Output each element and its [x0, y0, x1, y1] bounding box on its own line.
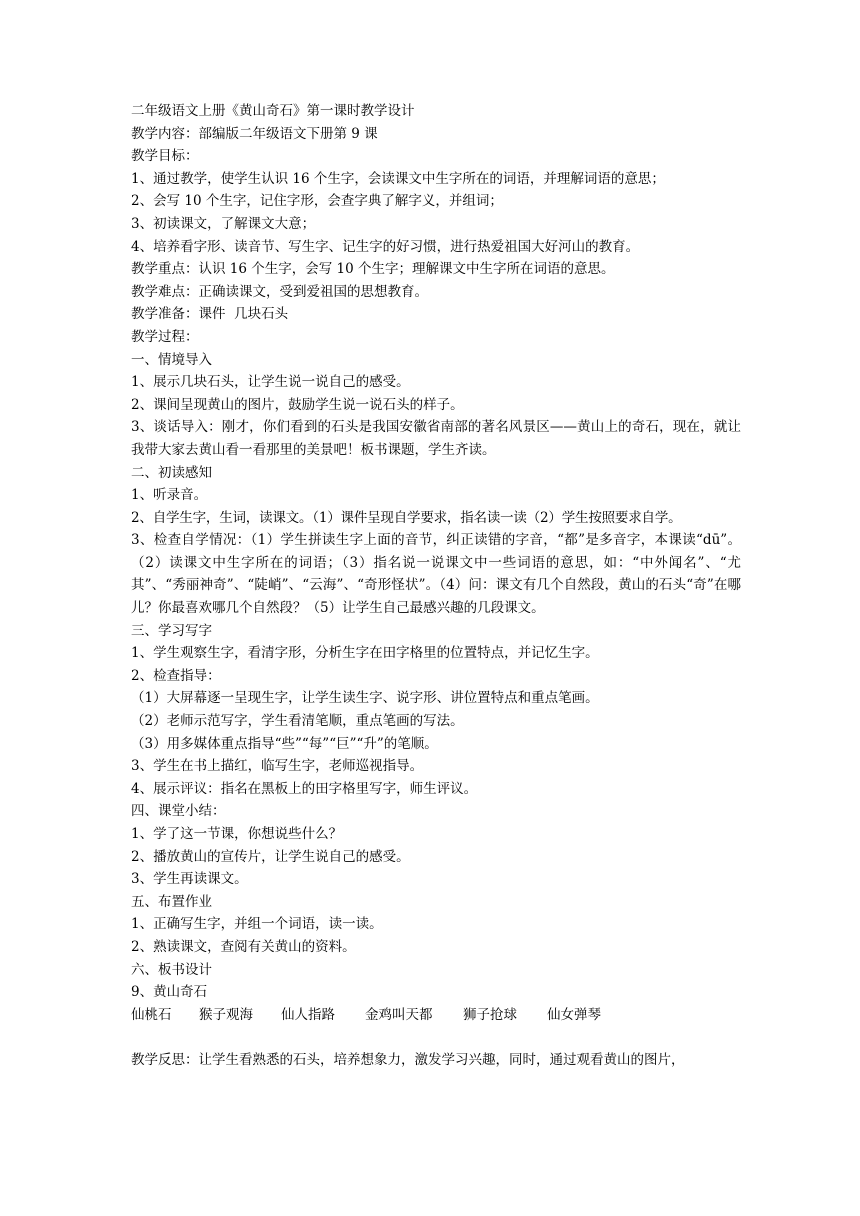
section-item: 9、黄山奇石	[131, 984, 208, 1001]
section-heading: 二、初读感知	[131, 464, 212, 481]
section-item: 1、学生观察生字，看清字形，分析生字在田字格里的位置特点，并记忆生字。	[131, 645, 599, 662]
section-heading: 四、课堂小结：	[131, 803, 226, 820]
teaching-content: 教学内容：部编版二年级语文下册第 9 课	[131, 125, 378, 142]
process-label: 教学过程：	[131, 328, 199, 345]
section-item: 3、学生在书上描红，临写生字，老师巡视指导。	[131, 758, 424, 775]
section-item: 3、谈话导入：刚才，你们看到的石头是我国安徽省南部的著名风景区——黄山上的奇石，现在，就让我带大家去黄山看一看那里的美景吧！板书课题，学生齐读。	[131, 419, 741, 458]
section-item: 4、展示评议：指名在黑板上的田字格里写字，师生评议。	[131, 780, 478, 797]
board-item: 仙桃石	[131, 1006, 172, 1023]
section-item: 3、学生再读课文。	[131, 871, 248, 888]
section-heading: 六、板书设计	[131, 961, 212, 978]
section-heading: 五、布置作业	[131, 893, 212, 910]
section-item: 1、学了这一节课，你想说些什么？	[131, 826, 343, 842]
board-item: 金鸡叫天都	[365, 1006, 433, 1023]
section-item: （2）老师示范写字，学生看清笔顺，重点笔画的写法。	[131, 713, 464, 730]
board-item: 狮子抢球	[463, 1006, 517, 1023]
preparation: 教学准备：课件 几块石头	[131, 306, 289, 323]
difficulties: 教学难点：正确读课文，受到爱祖国的思想教育。	[131, 283, 428, 300]
blank-line	[131, 1026, 741, 1049]
section-item: 2、课间呈现黄山的图片，鼓励学生说一说石头的样子。	[131, 396, 464, 413]
section-item: 1、展示几块石头，让学生说一说自己的感受。	[131, 374, 410, 391]
board-item: 仙女弹琴	[547, 1006, 601, 1023]
section-heading: 三、学习写字	[131, 622, 212, 639]
section-item: 2、检查指导：	[131, 667, 221, 684]
goal-item: 2、会写 10 个生字，记住字形，会查字典了解字义，并组词；	[131, 193, 503, 210]
goals-label: 教学目标：	[131, 148, 199, 165]
document-title: 二年级语文上册《黄山奇石》第一课时教学设计	[131, 103, 415, 119]
board-design-items	[131, 1004, 741, 1027]
key-points: 教学重点：认识 16 个生字，会写 10 个生字；理解课文中生字所在词语的意思。	[131, 261, 615, 278]
section-item: （3）用多媒体重点指导“些”“每”“巨”“升”的笔顺。	[131, 735, 438, 752]
section-item: 2、自学生字，生词，读课文。（1）课件呈现自学要求，指名读一读（2）学生按照要求自学。	[131, 509, 682, 526]
section-item: 1、正确写生字，并组一个词语，读一读。	[131, 916, 383, 933]
section-item: 2、播放黄山的宣传片，让学生说自己的感受。	[131, 848, 410, 865]
section-heading: 一、情境导入	[131, 351, 212, 368]
section-item: 1、听录音。	[131, 487, 208, 504]
section-item: 2、熟读课文，查阅有关黄山的资料。	[131, 938, 356, 955]
goal-item: 1、通过教学，使学生认识 16 个生字，会读课文中生字所在的词语，并理解词语的意思；	[131, 170, 665, 187]
section-item: 3、检查自学情况：（1）学生拼读生字上面的音节，纠正读错的字音，“都”是多音字，本课读“dū”。（2）读课文中生字所在的词语；（3）指名说一说课文中一些词语的意思，如：“中外闻名”、“尤其”、“秀丽神奇”、“陡峭”、“云海”、“奇形怪状”。（4）问：课文有几个自然段，黄山的石头“奇”在哪儿？你最喜欢哪几个自然段？（5）让学生自己最感兴趣的几段课文。	[131, 532, 741, 617]
board-item: 猴子观海	[199, 1006, 253, 1023]
teaching-reflection: 教学反思：让学生看熟悉的石头，培养想象力，激发学习兴趣，同时，通过观看黄山的图片，	[131, 1051, 685, 1068]
goal-item: 3、初读课文，了解课文大意；	[131, 215, 316, 232]
section-item: （1）大屏幕逐一呈现生字，让学生读生字、说字形、讲位置特点和重点笔画。	[131, 690, 599, 707]
document-body	[131, 100, 741, 1072]
board-item: 仙人指路	[281, 1006, 335, 1023]
goal-item: 4、培养看字形、读音节、写生字、记生字的好习惯，进行热爱祖国大好河山的教育。	[131, 238, 640, 255]
